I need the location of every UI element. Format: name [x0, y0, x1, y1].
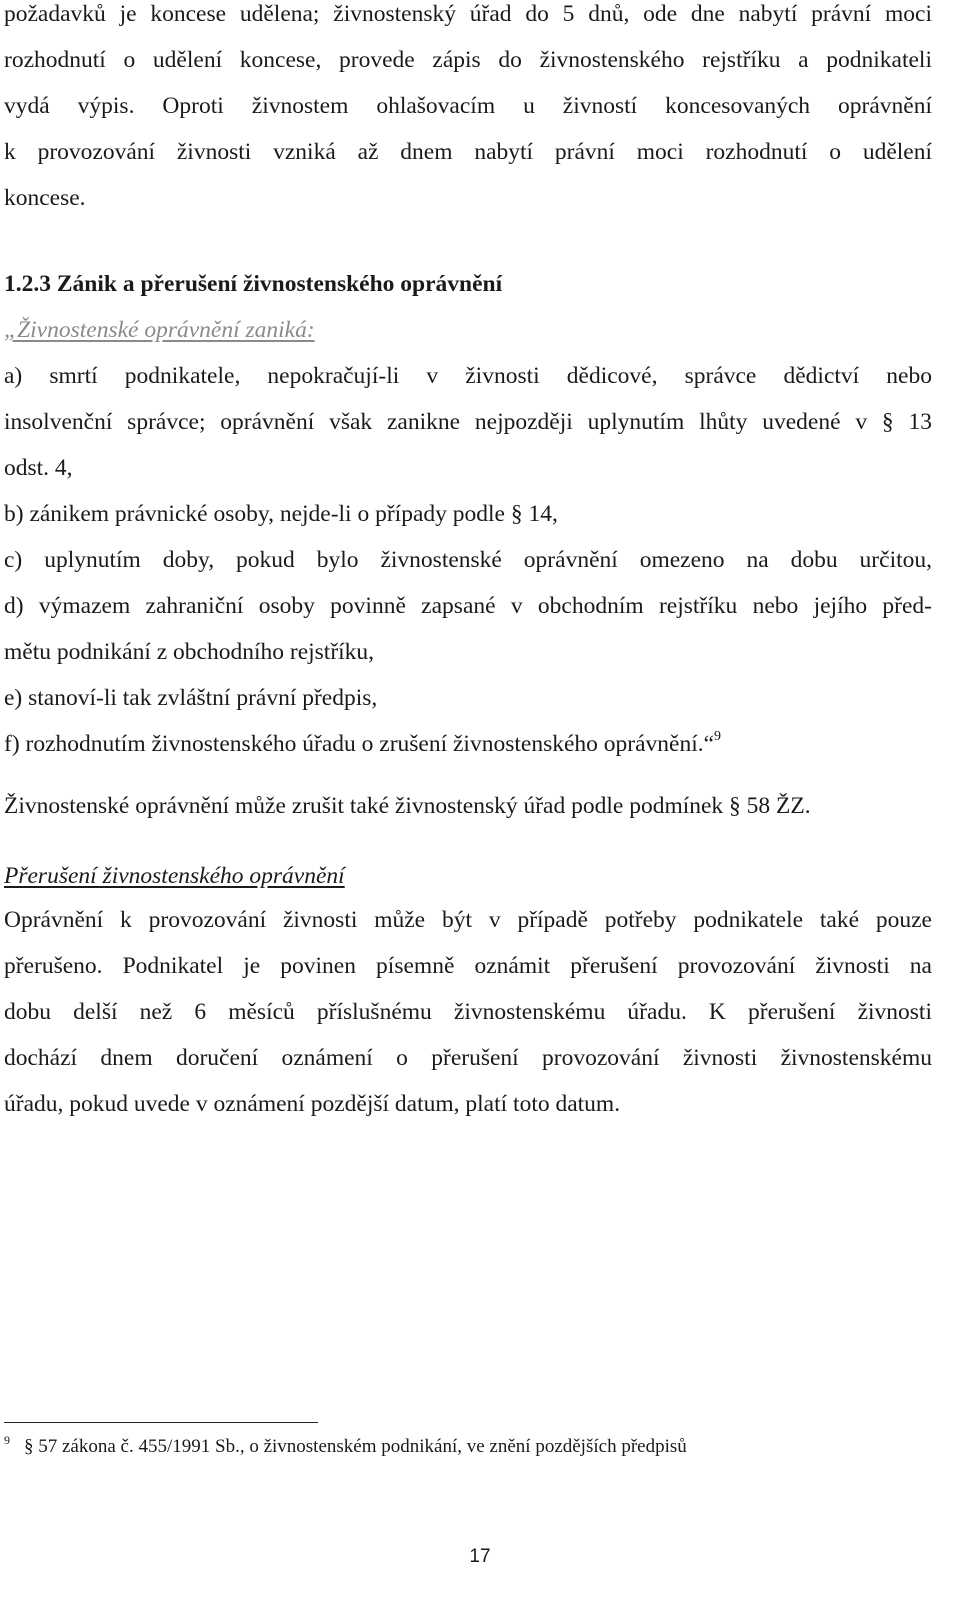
paragraph-line: úřadu, pokud uvede v oznámení pozdější datum, platí toto datum. — [4, 1091, 621, 1117]
subsection-heading — [4, 862, 932, 890]
paragraph-line: vydá výpis. Oproti živnostem ohlašovacím u živností koncesovaných oprávnění — [4, 93, 932, 119]
list-item: mětu podnikání z obchodního rejstříku, — [4, 639, 375, 665]
list-item: insolvenční správce; oprávnění však zanikne nejpozději uplynutím lhůty uvedené v § 13 — [4, 409, 932, 435]
paragraph-line: koncese. — [4, 185, 86, 211]
list-item: d) výmazem zahraniční osoby povinně zapsané v obchodním rejstříku nebo jejího před- — [4, 593, 932, 619]
paragraph-line: přerušeno. Podnikatel je povinen písemně oznámit přerušení provozování živnosti na — [4, 953, 932, 979]
paragraph-line: dochází dnem doručení oznámení o přerušení provozování živnosti živnostenskému — [4, 1045, 932, 1071]
paragraph-line: dobu delší než 6 měsíců příslušnému živnostenskému úřadu. K přerušení živnosti — [4, 999, 932, 1025]
quote-intro — [4, 316, 932, 344]
list-item: b) zánikem právnické osoby, nejde-li o případy podle § 14, — [4, 501, 558, 527]
list-item: odst. 4, — [4, 455, 73, 481]
paragraph-line: požadavků je koncese udělena; živnostenský úřad do 5 dnů, ode dne nabytí právní moci — [4, 1, 932, 27]
paragraph-line: rozhodnutí o udělení koncese, provede zápis do živnostenského rejstříku a podnikateli — [4, 47, 932, 73]
footnote-separator — [4, 1422, 318, 1423]
subsection-heading-text: Přerušení živnostenského oprávnění — [4, 863, 345, 889]
paragraph-line: k provozování živnosti vzniká až dnem nabytí právní moci rozhodnutí o udělení — [4, 139, 932, 165]
footnote-text: § 57 zákona č. 455/1991 Sb., o živnostenském podnikání, ve znění pozdějších předpisů — [24, 1436, 687, 1457]
quote-intro-text: „Živnostenské oprávnění zaniká: — [4, 317, 315, 343]
list-item-last-text: f) rozhodnutím živnostenského úřadu o zrušení živnostenského oprávnění.“ — [4, 731, 715, 757]
footnote-number: 9 — [4, 1433, 10, 1447]
list-item: e) stanoví-li tak zvláštní právní předpis, — [4, 685, 378, 711]
list-item-last — [4, 730, 932, 762]
footnote-reference[interactable]: 9 — [714, 729, 722, 744]
section-heading: 1.2.3 Zánik a přerušení živnostenského oprávnění — [4, 271, 503, 297]
zz-note: Živnostenské oprávnění může zrušit také živnostenský úřad podle podmínek § 58 ŽZ. — [4, 793, 811, 819]
list-item: c) uplynutím doby, pokud bylo živnostenské oprávnění omezeno na dobu určitou, — [4, 547, 932, 573]
paragraph-line: Oprávnění k provozování živnosti může být v případě potřeby podnikatele také pouze — [4, 907, 932, 933]
footnote — [4, 1434, 687, 1461]
page-number: 17 — [469, 1546, 491, 1567]
list-item: a) smrtí podnikatele, nepokračují-li v živnosti dědicové, správce dědictví nebo — [4, 363, 932, 389]
